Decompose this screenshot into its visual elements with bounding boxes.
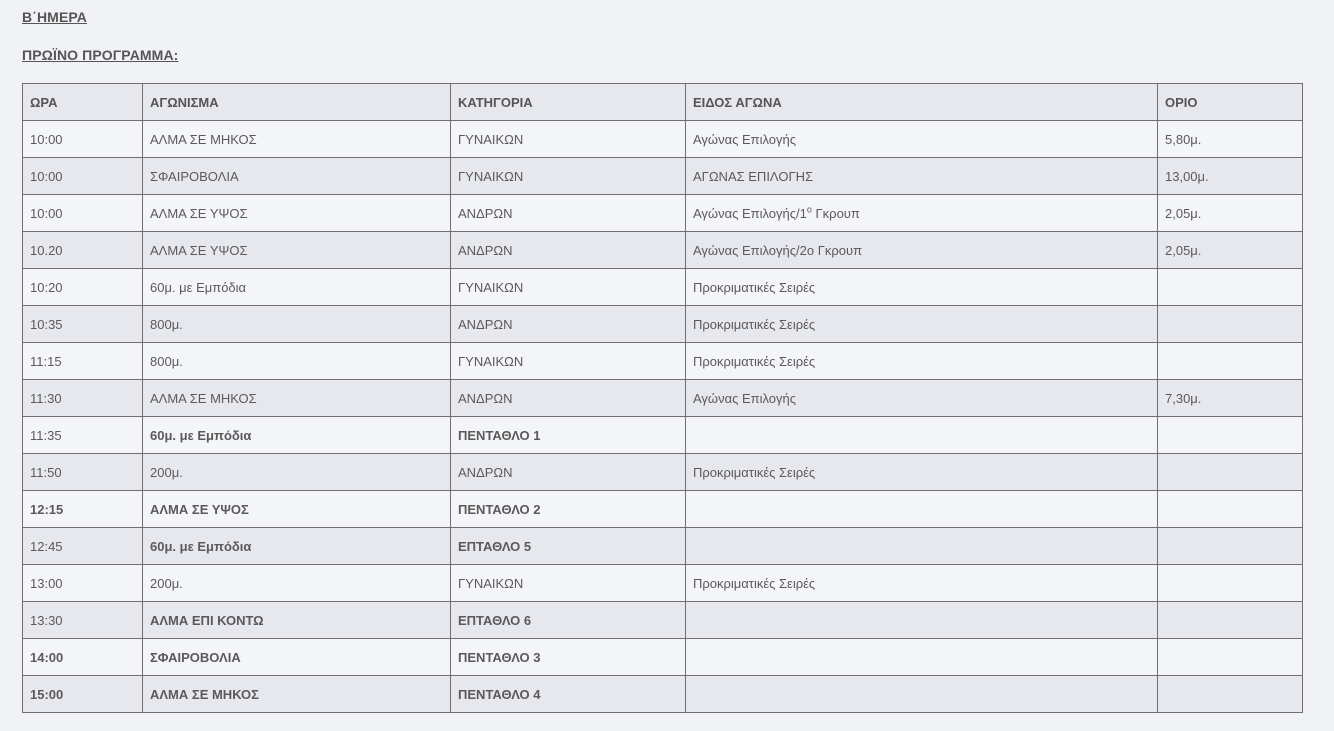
column-header-category: ΚΑΤΗΓΟΡΙΑ (451, 84, 686, 121)
limit-cell (1158, 676, 1303, 713)
table-row (23, 676, 1303, 713)
limit-cell (1158, 528, 1303, 565)
race-type-text: Αγώνας Επιλογής/1 (693, 205, 807, 221)
race-type-cell (686, 639, 1158, 676)
event-cell: ΑΛΜΑ ΣΕ ΥΨΟΣ (143, 195, 451, 232)
event-cell: ΣΦΑΙΡΟΒΟΛΙΑ (143, 639, 451, 676)
event-cell: ΑΛΜΑ ΣΕ ΜΗΚΟΣ (143, 380, 451, 417)
time-cell: 12:45 (23, 528, 143, 565)
event-cell: 200μ. (143, 454, 451, 491)
time-cell: 10:20 (23, 269, 143, 306)
table-row (23, 639, 1303, 676)
event-cell: ΣΦΑΙΡΟΒΟΛΙΑ (143, 158, 451, 195)
event-cell: 60μ. με Εμπόδια (143, 417, 451, 454)
race-type-suffix: Γκρουπ (811, 205, 860, 221)
event-cell: ΑΛΜΑ ΣΕ ΥΨΟΣ (143, 491, 451, 528)
limit-cell (1158, 491, 1303, 528)
category-cell: ΕΠΤΑΘΛΟ 5 (451, 528, 686, 565)
limit-cell (1158, 639, 1303, 676)
table-row (23, 417, 1303, 454)
race-type-cell: Προκριματικές Σειρές (686, 269, 1158, 306)
time-cell: 11:15 (23, 343, 143, 380)
limit-cell (1158, 343, 1303, 380)
time-cell: 10:00 (23, 121, 143, 158)
limit-cell: 13,00μ. (1158, 158, 1303, 195)
race-type-cell (686, 491, 1158, 528)
category-cell: ΠΕΝΤΑΘΛΟ 4 (451, 676, 686, 713)
day-heading: Β΄ΗΜΕΡΑ (22, 9, 87, 25)
race-type-cell: Αγώνας Επιλογής/2ο Γκρουπ (686, 232, 1158, 269)
race-type-cell (686, 676, 1158, 713)
race-type-cell: Προκριματικές Σειρές (686, 343, 1158, 380)
category-cell: ΑΝΔΡΩΝ (451, 380, 686, 417)
limit-cell (1158, 417, 1303, 454)
limit-cell: 7,30μ. (1158, 380, 1303, 417)
schedule-table (22, 83, 1303, 713)
table-row (23, 306, 1303, 343)
race-type-cell (686, 417, 1158, 454)
column-header-time: ΩΡΑ (23, 84, 143, 121)
event-cell: 800μ. (143, 306, 451, 343)
category-cell: ΠΕΝΤΑΘΛΟ 3 (451, 639, 686, 676)
time-cell: 11:35 (23, 417, 143, 454)
time-cell: 12:15 (23, 491, 143, 528)
time-cell: 14:00 (23, 639, 143, 676)
ordinal-superscript: ο (806, 204, 812, 215)
time-cell: 10:00 (23, 158, 143, 195)
table-row (23, 528, 1303, 565)
race-type-cell (686, 602, 1158, 639)
category-cell: ΓΥΝΑΙΚΩΝ (451, 565, 686, 602)
race-type-cell: ΑΓΩΝΑΣ ΕΠΙΛΟΓΗΣ (686, 158, 1158, 195)
limit-cell: 2,05μ. (1158, 195, 1303, 232)
table-row (23, 454, 1303, 491)
category-cell: ΑΝΔΡΩΝ (451, 232, 686, 269)
category-cell: ΓΥΝΑΙΚΩΝ (451, 269, 686, 306)
limit-cell (1158, 269, 1303, 306)
event-cell: ΑΛΜΑ ΕΠΙ ΚΟΝΤΩ (143, 602, 451, 639)
limit-cell: 5,80μ. (1158, 121, 1303, 158)
limit-cell: 2,05μ. (1158, 232, 1303, 269)
event-cell: 60μ. με Εμπόδια (143, 528, 451, 565)
table-row (23, 232, 1303, 269)
limit-cell (1158, 602, 1303, 639)
table-row (23, 195, 1303, 232)
category-cell: ΕΠΤΑΘΛΟ 6 (451, 602, 686, 639)
limit-cell (1158, 454, 1303, 491)
time-cell: 10.20 (23, 232, 143, 269)
category-cell: ΑΝΔΡΩΝ (451, 195, 686, 232)
time-cell: 15:00 (23, 676, 143, 713)
category-cell: ΓΥΝΑΙΚΩΝ (451, 343, 686, 380)
race-type-cell: Αγώνας Επιλογής (686, 121, 1158, 158)
time-cell: 10:00 (23, 195, 143, 232)
header-row (23, 84, 1303, 121)
table-row (23, 269, 1303, 306)
category-cell: ΓΥΝΑΙΚΩΝ (451, 121, 686, 158)
category-cell: ΠΕΝΤΑΘΛΟ 1 (451, 417, 686, 454)
column-header-event: ΑΓΩΝΙΣΜΑ (143, 84, 451, 121)
event-cell: ΑΛΜΑ ΣΕ ΥΨΟΣ (143, 232, 451, 269)
category-cell: ΠΕΝΤΑΘΛΟ 2 (451, 491, 686, 528)
table-row (23, 602, 1303, 639)
table-row (23, 491, 1303, 528)
limit-cell (1158, 565, 1303, 602)
event-cell: 800μ. (143, 343, 451, 380)
time-cell: 13:00 (23, 565, 143, 602)
race-type-cell (686, 195, 1158, 232)
program-heading: ΠΡΩΪΝΟ ΠΡΟΓΡΑΜΜΑ: (22, 47, 179, 63)
event-cell: 200μ. (143, 565, 451, 602)
time-cell: 11:30 (23, 380, 143, 417)
time-cell: 10:35 (23, 306, 143, 343)
table-row (23, 380, 1303, 417)
column-header-race-type: ΕΙΔΟΣ ΑΓΩΝΑ (686, 84, 1158, 121)
table-row (23, 565, 1303, 602)
table-row (23, 158, 1303, 195)
race-type-cell: Προκριματικές Σειρές (686, 454, 1158, 491)
event-cell: ΑΛΜΑ ΣΕ ΜΗΚΟΣ (143, 121, 451, 158)
category-cell: ΑΝΔΡΩΝ (451, 454, 686, 491)
column-header-limit: ΟΡΙΟ (1158, 84, 1303, 121)
time-cell: 13:30 (23, 602, 143, 639)
limit-cell (1158, 306, 1303, 343)
table-row (23, 121, 1303, 158)
race-type-cell: Αγώνας Επιλογής (686, 380, 1158, 417)
event-cell: 60μ. με Εμπόδια (143, 269, 451, 306)
time-cell: 11:50 (23, 454, 143, 491)
race-type-cell: Προκριματικές Σειρές (686, 306, 1158, 343)
race-type-cell: Προκριματικές Σειρές (686, 565, 1158, 602)
category-cell: ΓΥΝΑΙΚΩΝ (451, 158, 686, 195)
table-row (23, 343, 1303, 380)
event-cell: ΑΛΜΑ ΣΕ ΜΗΚΟΣ (143, 676, 451, 713)
race-type-cell (686, 528, 1158, 565)
category-cell: ΑΝΔΡΩΝ (451, 306, 686, 343)
